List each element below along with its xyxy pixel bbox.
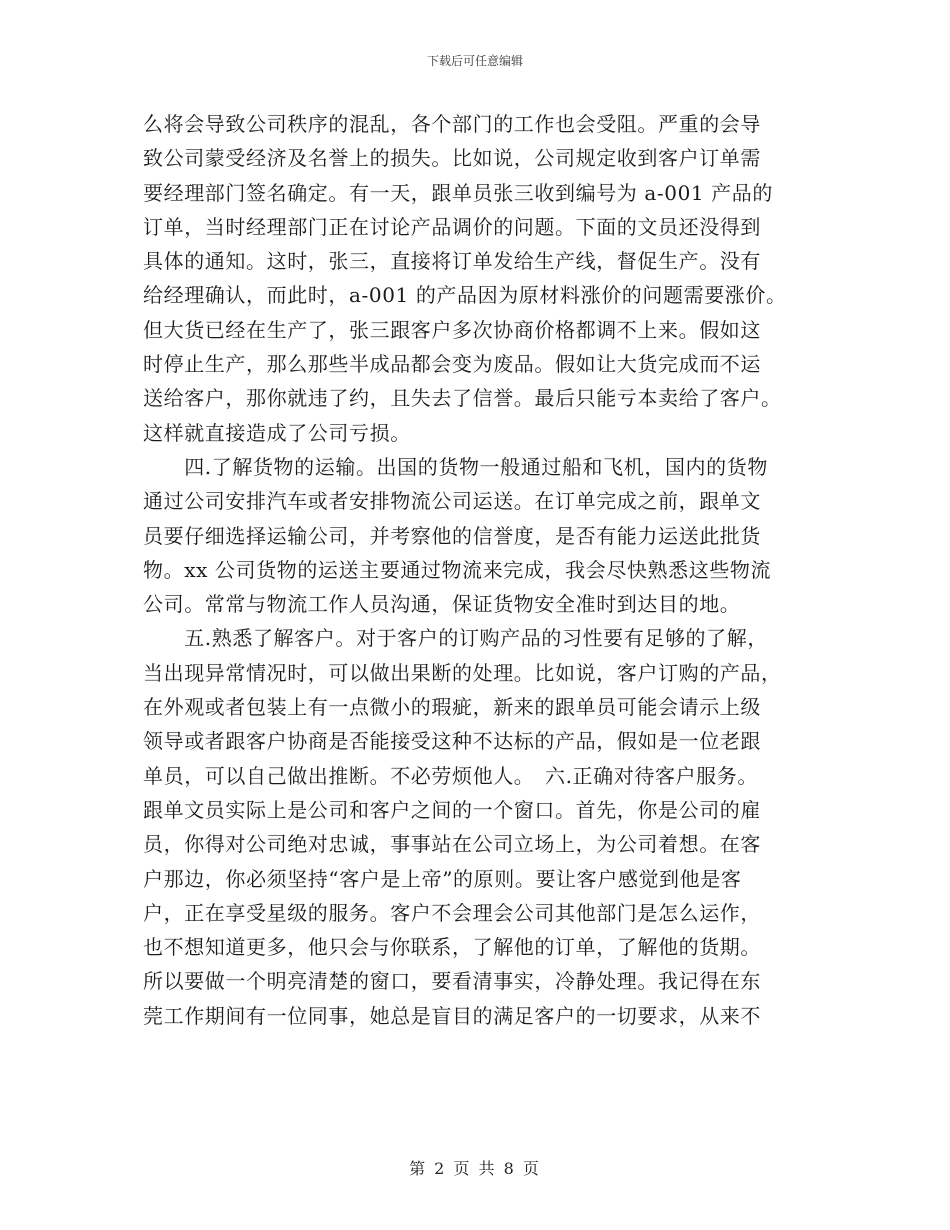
text-line: 要经理部门签名确定。有一天，跟单员张三收到编号为 a-001 产品的 [143,180,773,205]
text-line: 致公司蒙受经济及名誉上的损失。比如说，公司规定收到客户订单需 [143,146,761,171]
text-line: 具体的通知。这时，张三，直接将订单发给生产线，督促生产。没有 [143,249,761,274]
text-line: 员，你得对公司绝对忠诚，事事站在公司立场上，为公司着想。在客 [143,832,761,857]
text-line: 订单，当时经理部门正在讨论产品调价的问题。下面的文员还没得到 [143,214,761,239]
text-line: 公司。常常与物流工作人员沟通，保证货物安全准时到达目的地。 [143,592,741,617]
text-line: 莞工作期间有一位同事，她总是盲目的满足客户的一切要求，从来不 [143,1003,761,1028]
text-line: 时停止生产，那么那些半成品都会变为废品。假如让大货完成而不运 [143,352,761,377]
section-four-heading-line: 四.了解货物的运输。出国的货物一般通过船和飞机，国内的货物 [143,454,768,479]
text-line: 跟单文员实际上是公司和客户之间的一个窗口。首先，你是公司的雇 [143,797,761,822]
text-line: 通过公司安排汽车或者安排物流公司运送。在订单完成之前，跟单文 [143,489,761,514]
text-line: 这样就直接造成了公司亏损。 [143,420,411,445]
page-header: 下载后可任意编辑 [426,54,523,68]
text-line: 员要仔细选择运输公司，并考察他的信誉度，是否有能力运送此批货 [143,523,761,548]
text-line: 单员，可以自己做出推断。不必劳烦他人。 六.正确对待客户服务。 [143,763,758,788]
text-line: 送给客户，那你就违了约，且失去了信誉。最后只能亏本卖给了客户。 [143,386,782,411]
text-line: 领导或者跟客户协商是否能接受这种不达标的产品，假如是一位老跟 [143,729,761,754]
text-line: 户，正在享受星级的服务。客户不会理会公司其他部门是怎么运作， [143,900,761,925]
text-line: 当出现异常情况时，可以做出果断的处理。比如说，客户订购的产品， [143,660,782,685]
document-body [143,107,807,1033]
text-line: 物。xx 公司货物的运送主要通过物流来完成，我会尽快熟悉这些物流 [143,557,772,582]
page-footer: 第 2 页 共 8 页 [409,1159,541,1178]
text-line: 户那边，你必须坚持“客户是上帝”的原则。要让客户感觉到他是客 [143,866,742,891]
text-line: 所以要做一个明亮清楚的窗口，要看清事实，冷静处理。我记得在东 [143,969,761,994]
text-line: 给经理确认，而此时，a-001 的产品因为原材料涨价的问题需要涨价。 [143,283,787,308]
text-line: 但大货已经在生产了，张三跟客户多次协商价格都调不上来。假如这 [143,317,761,342]
text-line: 么将会导致公司秩序的混乱，各个部门的工作也会受阻。严重的会导 [143,112,761,136]
text-line: 在外观或者包装上有一点微小的瑕疵，新来的跟单员可能会请示上级 [143,695,761,720]
section-five-heading-line: 五.熟悉了解客户。对于客户的订购产品的习性要有足够的了解， [143,626,768,651]
text-line: 也不想知道更多，他只会与你联系，了解他的订单，了解他的货期。 [143,935,761,960]
